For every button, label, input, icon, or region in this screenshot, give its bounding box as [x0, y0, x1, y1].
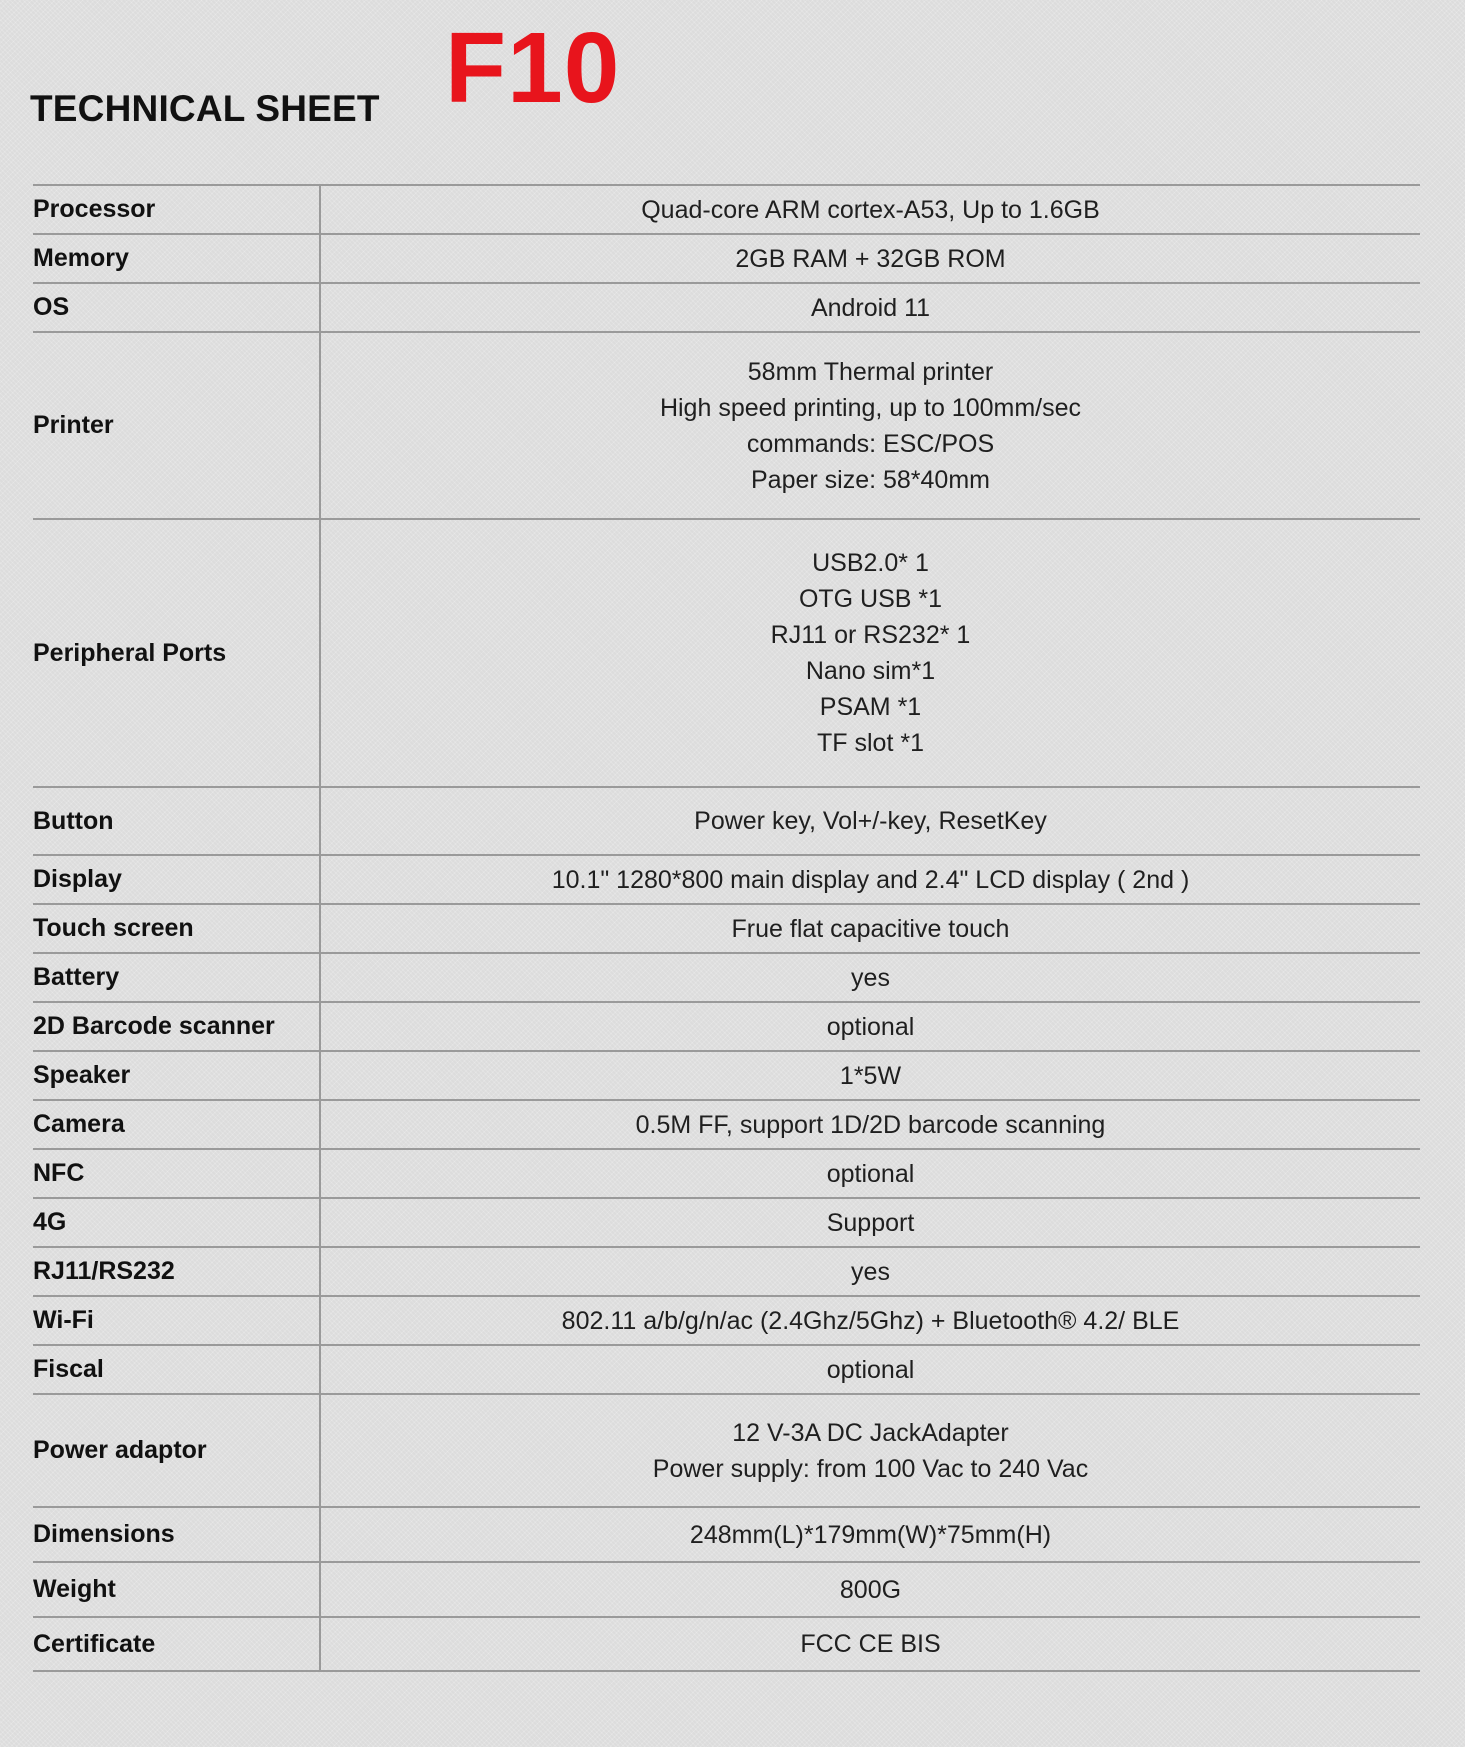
spec-value-line: 1*5W: [839, 1061, 902, 1090]
spec-label: Button: [33, 787, 320, 855]
model-name: F10: [445, 12, 621, 124]
spec-value-line: RJ11 or RS232* 1: [770, 621, 971, 649]
spec-row: [33, 1100, 1420, 1149]
spec-value-line: 2GB RAM + 32GB ROM: [735, 244, 1006, 273]
spec-value: [320, 1345, 1420, 1394]
spec-row: [33, 1617, 1420, 1671]
spec-row: [33, 1296, 1420, 1345]
spec-row: [33, 1247, 1420, 1296]
spec-value-line: Nano sim*1: [805, 657, 936, 685]
spec-label: Camera: [33, 1100, 320, 1149]
spec-label: RJ11/RS232: [33, 1247, 320, 1296]
spec-value: [320, 234, 1420, 283]
spec-value: [320, 519, 1420, 787]
spec-value: [320, 904, 1420, 953]
spec-row: [33, 904, 1420, 953]
spec-row: [33, 1394, 1420, 1507]
spec-value-line: FCC CE BIS: [800, 1630, 941, 1658]
spec-value-line: 12 V-3A DC JackAdapter: [732, 1418, 1009, 1447]
spec-value-line: 0.5M FF, support 1D/2D barcode scanning: [635, 1110, 1106, 1139]
spec-row: [33, 519, 1420, 787]
spec-row: [33, 185, 1420, 234]
spec-row: [33, 332, 1420, 519]
spec-value: [320, 1617, 1420, 1671]
spec-label: Memory: [33, 234, 320, 283]
spec-value-line: Quad-core ARM cortex-A53, Up to 1.6GB: [641, 195, 1100, 224]
spec-value: [320, 1296, 1420, 1345]
spec-value-line: 800G: [839, 1575, 902, 1604]
spec-value-line: Power supply: from 100 Vac to 240 Vac: [652, 1454, 1089, 1483]
spec-value: [320, 1100, 1420, 1149]
spec-row: [33, 1345, 1420, 1394]
spec-value-line: optional: [826, 1012, 915, 1041]
spec-value-line: Power key, Vol+/-key, ResetKey: [694, 807, 1047, 835]
spec-label: Printer: [33, 332, 320, 519]
spec-label: Wi-Fi: [33, 1296, 320, 1345]
spec-label: Dimensions: [33, 1507, 320, 1562]
spec-value-line: optional: [826, 1355, 915, 1384]
spec-value-line: Frue flat capacitive touch: [731, 914, 1010, 943]
spec-label: Display: [33, 855, 320, 904]
spec-label: Power adaptor: [33, 1394, 320, 1507]
spec-value: [320, 1198, 1420, 1247]
spec-row: [33, 1002, 1420, 1051]
spec-value-line: OTG USB *1: [798, 585, 943, 613]
spec-value: [320, 1562, 1420, 1617]
spec-label: Weight: [33, 1562, 320, 1617]
spec-label: Battery: [33, 953, 320, 1002]
spec-value-line: 10.1" 1280*800 main display and 2.4" LCD display ( 2nd ): [551, 865, 1190, 894]
spec-row: [33, 787, 1420, 855]
spec-value: [320, 1247, 1420, 1296]
page-title: TECHNICAL SHEET: [30, 88, 380, 129]
spec-value-line: yes: [851, 963, 890, 992]
spec-label: 4G: [33, 1198, 320, 1247]
spec-value-line: PSAM *1: [819, 693, 922, 721]
spec-value-line: High speed printing, up to 100mm/sec: [659, 393, 1082, 422]
spec-value-line: 248mm(L)*179mm(W)*75mm(H): [689, 1520, 1052, 1549]
spec-row: [33, 953, 1420, 1002]
spec-value: [320, 1149, 1420, 1198]
spec-label: 2D Barcode scanner: [33, 1002, 320, 1051]
spec-value: [320, 283, 1420, 332]
spec-row: [33, 855, 1420, 904]
spec-row: [33, 234, 1420, 283]
spec-value-line: Android 11: [810, 293, 931, 322]
spec-label: Fiscal: [33, 1345, 320, 1394]
spec-value-line: commands: ESC/POS: [746, 429, 995, 458]
spec-value: [320, 1002, 1420, 1051]
spec-value-line: USB2.0* 1: [812, 549, 929, 577]
spec-label: Peripheral Ports: [33, 519, 320, 787]
spec-value-line: Support: [826, 1208, 915, 1237]
spec-value: [320, 855, 1420, 904]
spec-row: [33, 1149, 1420, 1198]
spec-value-line: optional: [826, 1159, 915, 1188]
spec-label: Speaker: [33, 1051, 320, 1100]
spec-row: [33, 283, 1420, 332]
spec-label: Certificate: [33, 1617, 320, 1671]
spec-value: [320, 1394, 1420, 1507]
spec-value-line: Paper size: 58*40mm: [750, 465, 990, 494]
spec-value-line: TF slot *1: [817, 729, 924, 757]
spec-row: [33, 1507, 1420, 1562]
spec-value-line: yes: [851, 1257, 890, 1286]
spec-value: [320, 332, 1420, 519]
spec-label: OS: [33, 283, 320, 332]
spec-value-line: 58mm Thermal printer: [747, 357, 994, 386]
spec-row: [33, 1562, 1420, 1617]
spec-value: [320, 787, 1420, 855]
spec-table: [33, 184, 1420, 1672]
spec-row: [33, 1198, 1420, 1247]
spec-label: Processor: [33, 185, 320, 234]
spec-value: [320, 1051, 1420, 1100]
spec-value: [320, 953, 1420, 1002]
spec-value: [320, 1507, 1420, 1562]
spec-label: NFC: [33, 1149, 320, 1198]
spec-label: Touch screen: [33, 904, 320, 953]
spec-row: [33, 1051, 1420, 1100]
spec-value-line: 802.11 a/b/g/n/ac (2.4Ghz/5Ghz) + Bluetooth® 4.2/ BLE: [561, 1306, 1180, 1335]
spec-value: [320, 185, 1420, 234]
